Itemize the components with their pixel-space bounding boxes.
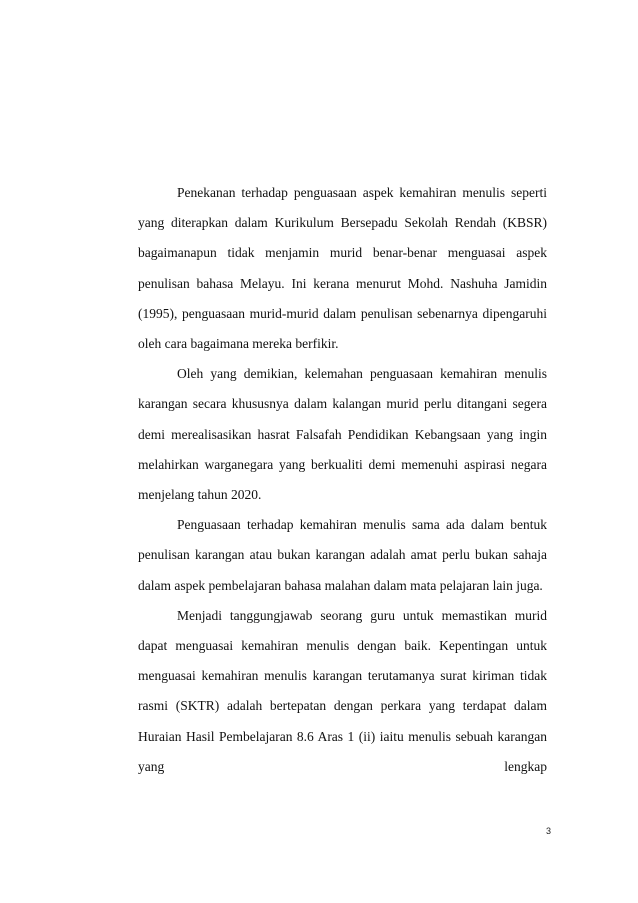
paragraph-2: Oleh yang demikian, kelemahan penguasaan kemahiran menulis karangan secara khususnya dalam kalangan murid perlu ditangani segera demi merealisasikan hasrat Falsafah Pendidikan Kebangsaan yang ingin melahirkan warganegara yang berkualiti demi memenuhi aspirasi negara menjelang tahun 2020.: [138, 366, 547, 503]
paragraph-1: Penekanan terhadap penguasaan aspek kemahiran menulis seperti yang diterapkan dalam Kurikulum Bersepadu Sekolah Rendah (KBSR) bagaimanapun tidak menjamin murid benar-benar menguasai aspek penulisan bahasa Melayu. Ini kerana menurut Mohd. Nashuha Jamidin (1995), penguasaan murid-murid dalam penulisan sebenarnya dipengaruhi oleh cara bagaimana mereka berfikir.: [138, 185, 547, 352]
paragraph-4: Menjadi tanggungjawab seorang guru untuk memastikan murid dapat menguasai kemahiran menulis dengan baik. Kepentingan untuk menguasai kemahiran menulis karangan terutamanya surat kiriman tidak rasmi (SKTR) adalah bertepatan dengan perkara yang terdapat dalam Huraian Hasil Pembelajaran 8.6 Aras 1 (ii) iaitu menulis sebuah karangan yang lengkap: [138, 607, 547, 774]
body-text: [138, 178, 547, 782]
page-number: 3: [545, 826, 551, 836]
paragraph-3: Penguasaan terhadap kemahiran menulis sama ada dalam bentuk penulisan karangan atau bukan karangan adalah amat perlu bukan sahaja dalam aspek pembelajaran bahasa malahan dalam mata pelajaran lain juga.: [138, 517, 547, 593]
